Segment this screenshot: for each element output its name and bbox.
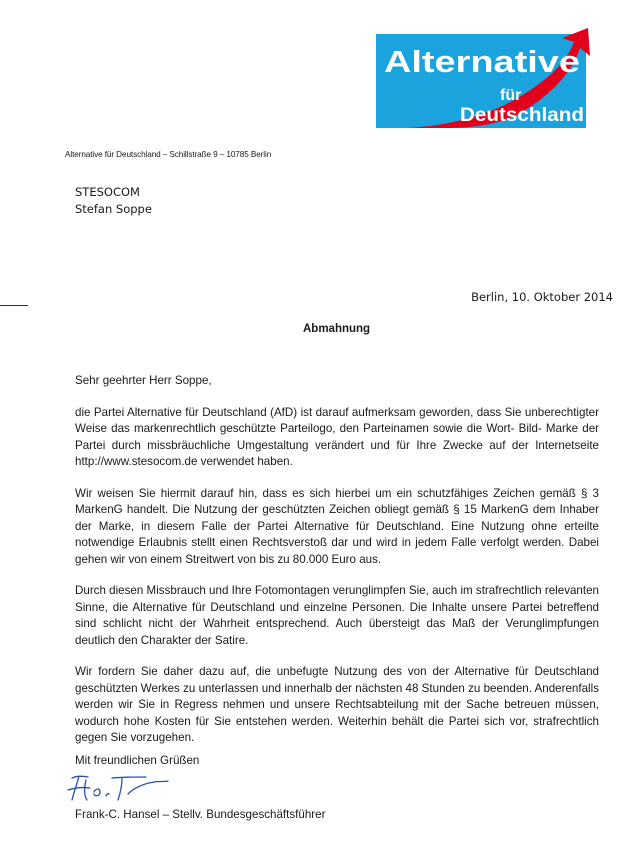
recipient-company: STESOCOM bbox=[75, 185, 140, 199]
signer-name-title: Frank-C. Hansel – Stellv. Bundesgeschäftsführer bbox=[75, 808, 326, 821]
recipient-name: Stefan Soppe bbox=[75, 202, 152, 216]
place-date: Berlin, 10. Oktober 2014 bbox=[471, 290, 613, 304]
body-paragraph: Wir fordern Sie daher dazu auf, die unbefugte Nutzung des von der Alternative für Deutschland geschützten Werkes zu unterlassen und innerhalb der nächsten 48 Stunden zu beenden. Anderenfalls werden wir Sie in Regress nehmen und unsere Rechtsabteilung mit der Sache betreuen müssen, wodurch hohe Kosten für Sie entstehen werden. Weiterhin behält die Partei sich vor, strafrechtlich gegen Sie vorzugehen. bbox=[75, 665, 599, 744]
recipient-address bbox=[75, 184, 152, 218]
closing-greeting: Mit freundlichen Grüßen bbox=[75, 754, 200, 767]
salutation: Sehr geehrter Herr Soppe, bbox=[75, 374, 212, 387]
letter-subject: Abmahnung bbox=[303, 323, 371, 335]
logo-text-alternative: Alternative bbox=[384, 44, 580, 79]
body-paragraph: Durch diesen Missbrauch und Ihre Fotomontagen verunglimpfen Sie, auch im strafrechtlich relevanten Sinne, die Alternative für Deutschland und einzelne Personen. Die Inhalte unsere Partei betreffend sind schlicht nicht der Wahrheit entsprechend. Auch übersteigt das Maß der Verunglimpfungen deutlich den Charakter der Satire. bbox=[75, 584, 599, 647]
logo-text-fuer: für bbox=[500, 87, 522, 104]
logo-text-deutschland: Deutschland bbox=[460, 105, 584, 126]
fold-mark bbox=[0, 305, 28, 306]
letter-body bbox=[75, 373, 599, 762]
sender-address-line: Alternative für Deutschland – Schillstraße 9 – 10785 Berlin bbox=[65, 150, 272, 159]
body-paragraph: die Partei Alternative für Deutschland (AfD) ist darauf aufmerksam geworden, dass Sie unberechtigter Weise das markenrechtlich geschützte Parteilogo, den Parteinamen sowie die Wort- Bild- Marke der Partei durch missbräuchliche Umgestaltung verändert und für Ihre Zwecke auf der Internetseite http://www.stesocom.de verwendet haben. bbox=[75, 405, 599, 468]
party-logo bbox=[376, 28, 592, 128]
handwritten-signature bbox=[62, 770, 172, 806]
body-paragraph: Wir weisen Sie hiermit darauf hin, dass es sich hierbei um ein schutzfähiges Zeichen gemäß § 3 MarkenG handelt. Die Nutzung der geschützten Zeichen obliegt gemäß § 15 MarkenG dem Inhaber der Marke, in diesem Falle der Partei Alternative für Deutschland. Eine Nutzung ohne erteilte notwendige Erlaubnis stellt einen Rechtsverstoß dar und wird in jedem Falle verfolgt werden. Dabei gehen wir von einem Streitwert von bis zu 80.000 Euro aus. bbox=[75, 486, 599, 566]
